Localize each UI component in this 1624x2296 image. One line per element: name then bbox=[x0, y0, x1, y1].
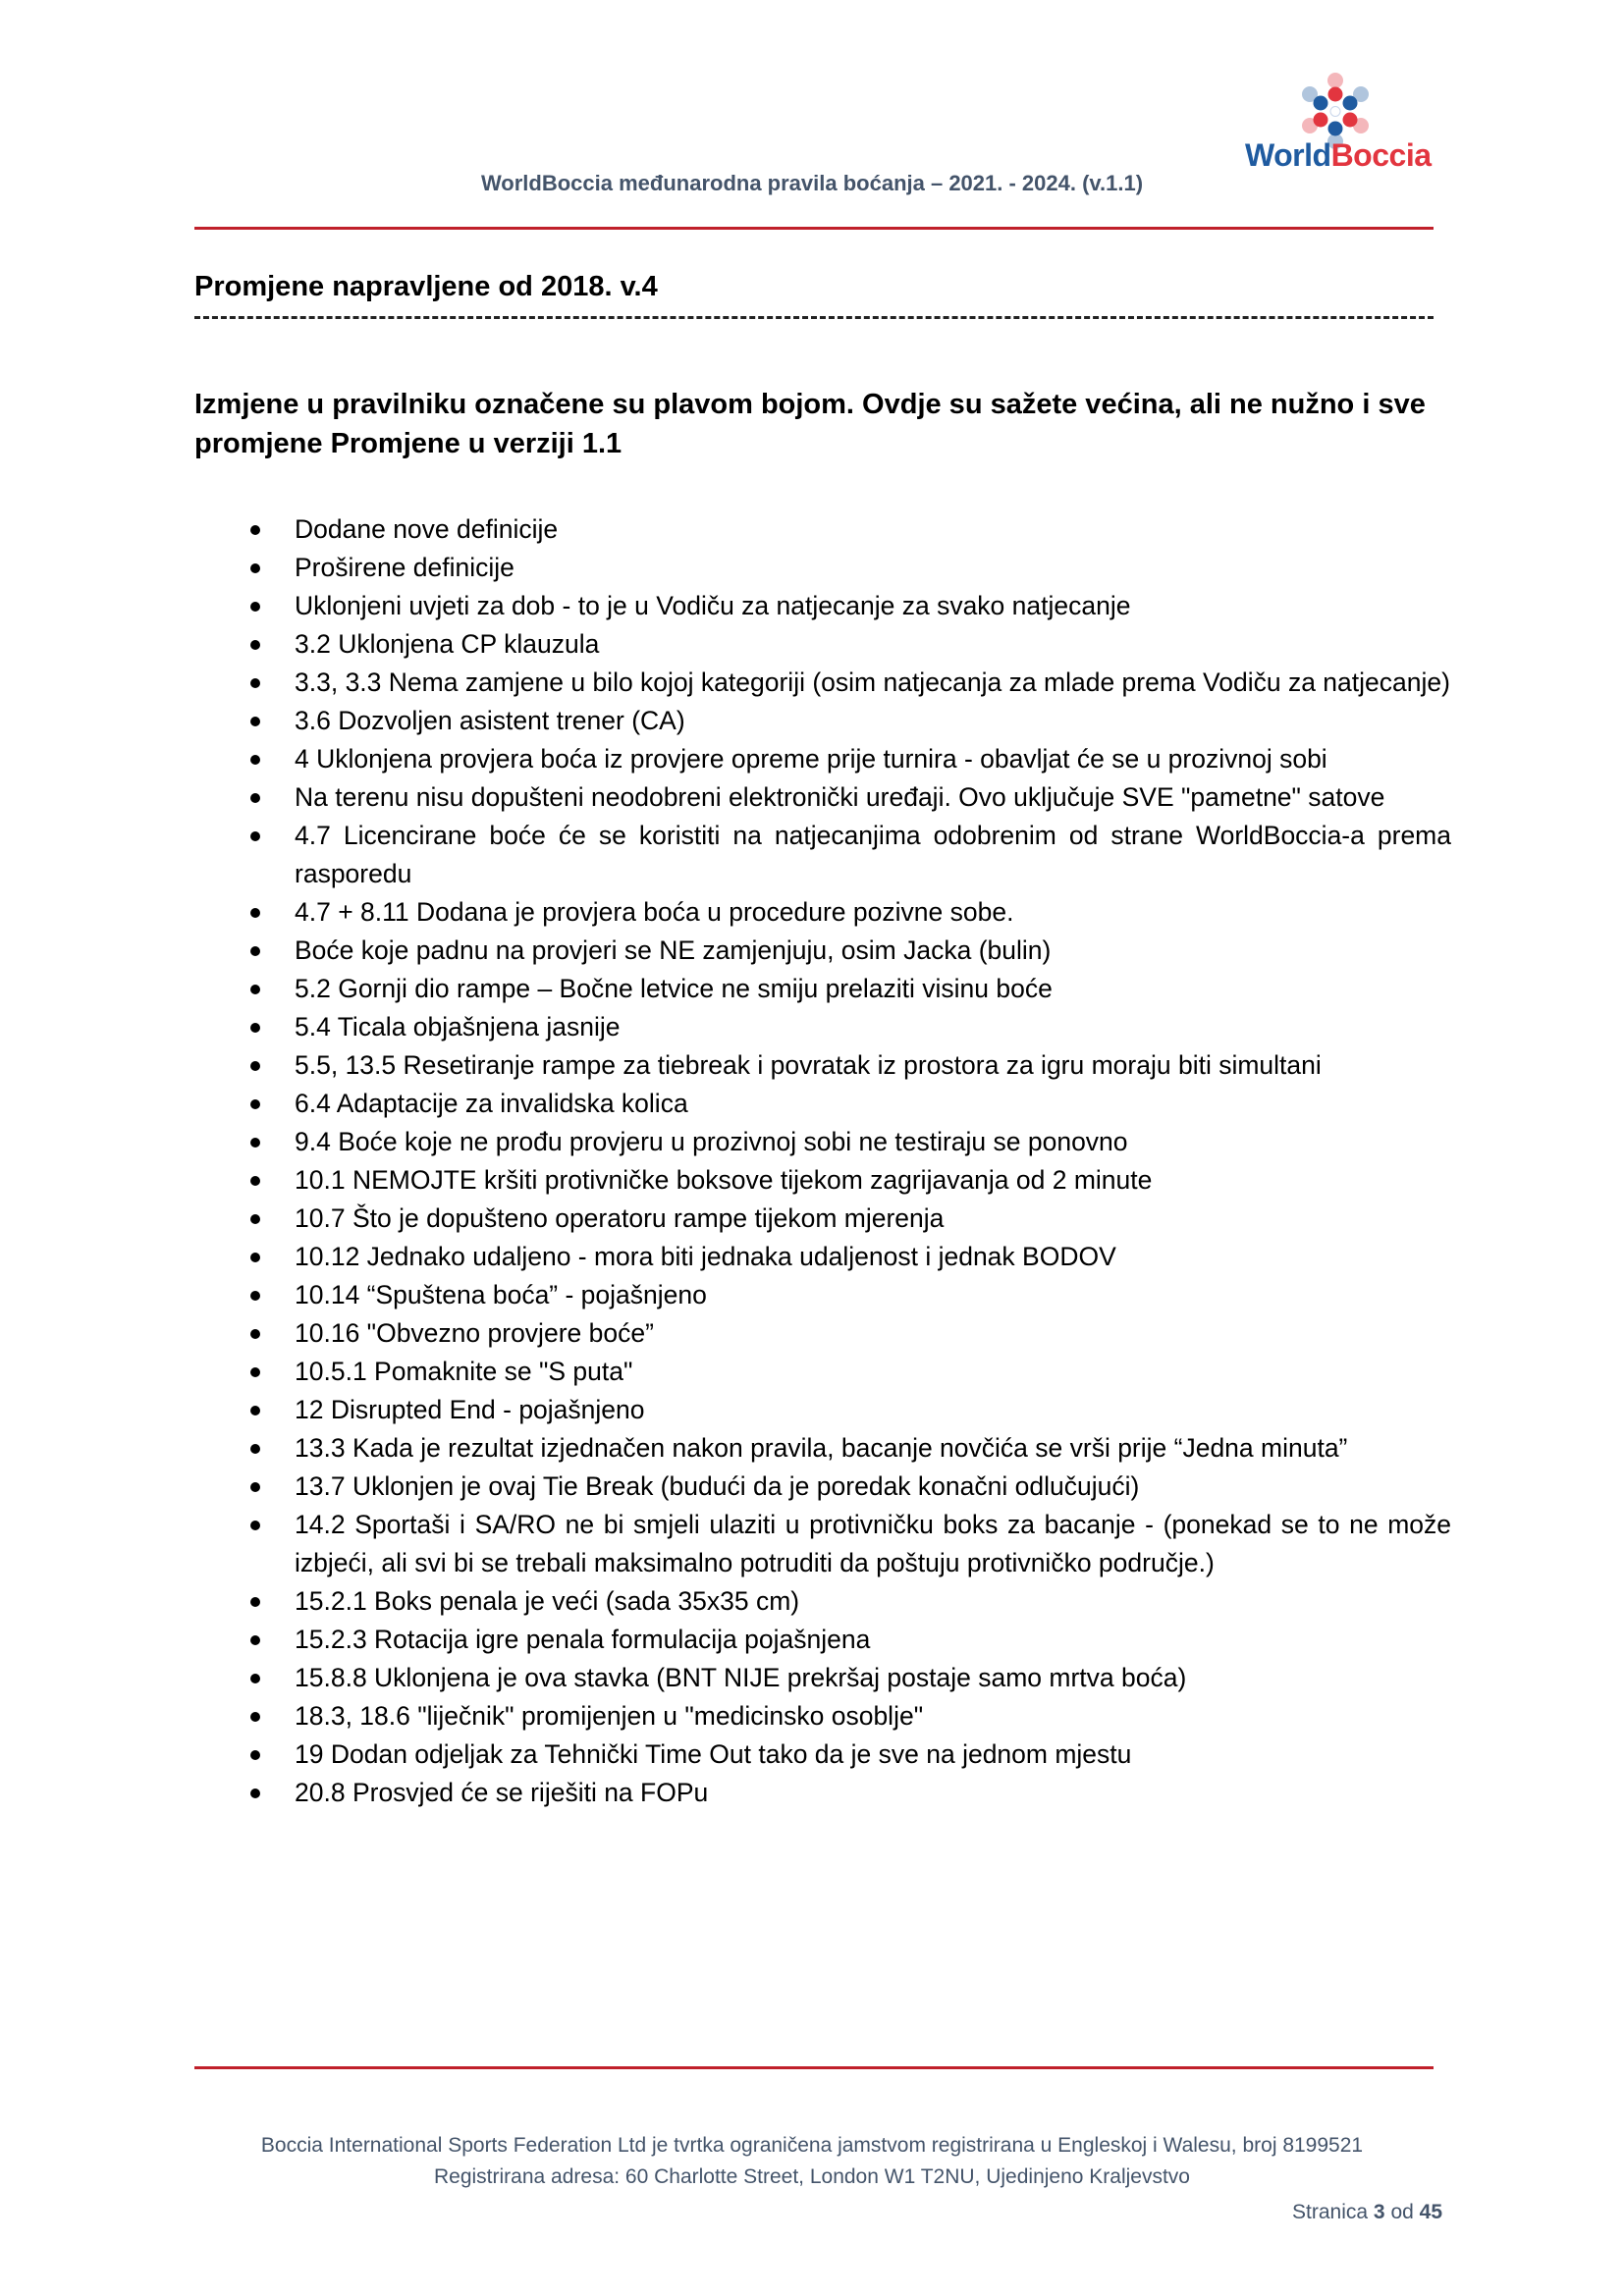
bullet-icon bbox=[250, 602, 260, 612]
list-item: 10.16 "Obvezno provjere boće” bbox=[234, 1314, 1451, 1353]
bullet-icon bbox=[250, 1482, 260, 1492]
bullet-icon bbox=[250, 1291, 260, 1301]
list-item: 10.1 NEMOJTE kršiti protivničke boksove tijekom zagrijavanja od 2 minute bbox=[234, 1161, 1451, 1200]
bullet-icon bbox=[250, 1674, 260, 1683]
bullet-icon bbox=[250, 1750, 260, 1760]
bullet-icon bbox=[250, 1099, 260, 1109]
bullet-icon bbox=[250, 1789, 260, 1798]
list-item: 4 Uklonjena provjera boća iz provjere opreme prije turnira - obavljat će se u prozivnoj sobi bbox=[234, 740, 1451, 778]
logo-text-world: World bbox=[1245, 137, 1331, 173]
list-item: 6.4 Adaptacije za invalidska kolica bbox=[234, 1085, 1451, 1123]
bullet-icon bbox=[250, 755, 260, 765]
list-item: 5.5, 13.5 Resetiranje rampe za tiebreak i povratak iz prostora za igru moraju biti simultani bbox=[234, 1046, 1451, 1085]
list-item: 13.7 Uklonjen je ovaj Tie Break (budući da je poredak konačni odlučujući) bbox=[234, 1468, 1451, 1506]
page-label: Stranica bbox=[1292, 2201, 1369, 2223]
page-number bbox=[1292, 2201, 1442, 2224]
dashed-divider bbox=[194, 316, 1434, 319]
list-item: 20.8 Prosvjed će se riješiti na FOPu bbox=[234, 1774, 1451, 1812]
list-item: 5.4 Ticala objašnjena jasnije bbox=[234, 1008, 1451, 1046]
list-item: 12 Disrupted End - pojašnjeno bbox=[234, 1391, 1451, 1429]
bullet-icon bbox=[250, 1635, 260, 1645]
bullet-icon bbox=[250, 831, 260, 841]
logo-text-boccia: Boccia bbox=[1330, 137, 1432, 173]
list-item: 10.14 “Spuštena boća” - pojašnjeno bbox=[234, 1276, 1451, 1314]
list-item: 19 Dodan odjeljak za Tehnički Time Out tako da je sve na jednom mjestu bbox=[234, 1735, 1451, 1774]
bullet-icon bbox=[250, 717, 260, 726]
bullet-icon bbox=[250, 640, 260, 650]
changes-list bbox=[234, 510, 1451, 1812]
bullet-icon bbox=[250, 1367, 260, 1377]
logo-wordmark bbox=[1245, 137, 1432, 174]
bullet-icon bbox=[250, 1521, 260, 1530]
list-item: 18.3, 18.6 "liječnik" promijenjen u "medicinsko osoblje" bbox=[234, 1697, 1451, 1735]
bullet-icon bbox=[250, 1138, 260, 1148]
bullet-icon bbox=[250, 1061, 260, 1071]
bullet-icon bbox=[250, 946, 260, 956]
list-item: 4.7 Licencirane boće će se koristiti na natjecanjima odobrenim od strane WorldBoccia-a prema rasporedu bbox=[234, 817, 1451, 893]
document-header-title: WorldBoccia međunarodna pravila boćanja – 2021. - 2024. (v.1.1) bbox=[480, 171, 1144, 195]
page-separator: od bbox=[1390, 2201, 1414, 2223]
bullet-icon bbox=[250, 1329, 260, 1339]
list-item: 13.3 Kada je rezultat izjednačen nakon pravila, bacanje novčića se vrši prije “Jedna minuta” bbox=[234, 1429, 1451, 1468]
list-item: 9.4 Boće koje ne prođu provjeru u prozivnoj sobi ne testiraju se ponovno bbox=[234, 1123, 1451, 1161]
list-item: 10.12 Jednako udaljeno - mora biti jednaka udaljenost i jednak BODOV bbox=[234, 1238, 1451, 1276]
page-current: 3 bbox=[1373, 2201, 1385, 2223]
bullet-icon bbox=[250, 1406, 260, 1415]
section-title: Promjene napravljene od 2018. v.4 bbox=[194, 271, 658, 302]
list-item: 15.2.3 Rotacija igre penala formulacija pojašnjena bbox=[234, 1621, 1451, 1659]
bullet-icon bbox=[250, 1712, 260, 1722]
bullet-icon bbox=[250, 1597, 260, 1607]
bullet-icon bbox=[250, 1444, 260, 1454]
list-item: 10.5.1 Pomaknite se "S puta" bbox=[234, 1353, 1451, 1391]
footer-divider bbox=[194, 2066, 1434, 2069]
bullet-icon bbox=[250, 525, 260, 535]
bullet-icon bbox=[250, 985, 260, 994]
list-item: 15.8.8 Uklonjena je ova stavka (BNT NIJE prekršaj postaje samo mrtva boća) bbox=[234, 1659, 1451, 1697]
bullet-icon bbox=[250, 563, 260, 573]
list-item: 15.2.1 Boks penala je veći (sada 35x35 cm) bbox=[234, 1582, 1451, 1621]
bullet-icon bbox=[250, 1253, 260, 1262]
list-item: Boće koje padnu na provjeri se NE zamjenjuju, osim Jacka (bulin) bbox=[234, 932, 1451, 970]
bullet-icon bbox=[250, 1214, 260, 1224]
footer-company-info: Boccia International Sports Federation Ltd je tvrtka ograničena jamstvom registrirana u Engleskoj i Walesu, broj 8199521 bbox=[260, 2134, 1364, 2157]
bullet-icon bbox=[250, 678, 260, 688]
list-item: Proširene definicije bbox=[234, 549, 1451, 587]
list-item: 14.2 Sportaši i SA/RO ne bi smjeli ulaziti u protivničku boks za bacanje - (ponekad se to ne može izbjeći, ali svi bi se trebali maksimalno potruditi da poštuju protivničko područje.) bbox=[234, 1506, 1451, 1582]
bullet-icon bbox=[250, 1176, 260, 1186]
bullet-icon bbox=[250, 793, 260, 803]
bullet-icon bbox=[250, 908, 260, 918]
header-divider bbox=[194, 227, 1434, 230]
list-item: 3.3, 3.3 Nema zamjene u bilo kojoj kategoriji (osim natjecanja za mlade prema Vodiču za natjecanje) bbox=[234, 664, 1451, 702]
list-item: Dodane nove definicije bbox=[234, 510, 1451, 549]
list-item: 5.2 Gornji dio rampe – Bočne letvice ne smiju prelaziti visinu boće bbox=[234, 970, 1451, 1008]
bullet-icon bbox=[250, 1023, 260, 1033]
list-item: 3.6 Dozvoljen asistent trener (CA) bbox=[234, 702, 1451, 740]
list-item: 10.7 Što je dopušteno operatoru rampe tijekom mjerenja bbox=[234, 1200, 1451, 1238]
worldboccia-logo bbox=[1245, 73, 1441, 181]
list-item: 3.2 Uklonjena CP klauzula bbox=[234, 625, 1451, 664]
list-item: Uklonjeni uvjeti za dob - to je u Vodiču za natjecanje za svako natjecanje bbox=[234, 587, 1451, 625]
list-item: Na terenu nisu dopušteni neodobreni elektronički uređaji. Ovo uključuje SVE "pametne" satove bbox=[234, 778, 1451, 817]
page-total: 45 bbox=[1419, 2201, 1442, 2223]
list-item: 4.7 + 8.11 Dodana je provjera boća u procedure pozivne sobe. bbox=[234, 893, 1451, 932]
section-intro: Izmjene u pravilniku označene su plavom bojom. Ovdje su sažete većina, ali ne nužno i sve promjene Promjene u verziji 1.1 bbox=[194, 389, 1426, 459]
footer-address: Registrirana adresa: 60 Charlotte Street, London W1 T2NU, Ujedinjeno Kraljevstvo bbox=[433, 2165, 1190, 2188]
